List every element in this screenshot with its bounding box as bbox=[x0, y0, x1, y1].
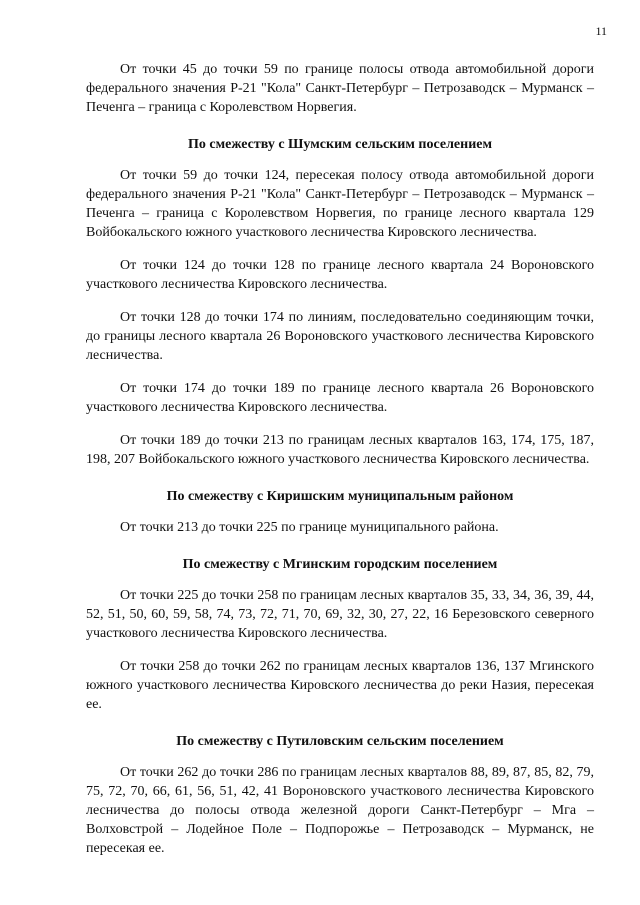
paragraph: От точки 262 до точки 286 по границам лесных кварталов 88, 89, 87, 85, 82, 79, 75, 72, 70, 66, 61, 56, 51, 42, 41 Вороновского участкового лесничества Кировского лесничества до полосы отвода железной дороги Санкт-Петербург – Мга – Волховстрой – Лодейное Поле – Подпорожье – Петрозаводск – Мурманск, не пересекая ее. bbox=[86, 765, 594, 856]
paragraph: От точки 59 до точки 124, пересекая полосу отвода автомобильной дороги федерального значения Р-21 "Кола" Санкт-Петербург – Петрозаводск – Мурманск – Печенга – граница с Королевством Норвегия, по границе лесного квартала 129 Войбокальского южного участкового лесничества Кировского лесничества. bbox=[86, 168, 594, 240]
section-heading: По смежеству с Мгинским городским поселением bbox=[182, 557, 498, 572]
paragraph: От точки 225 до точки 258 по границам лесных кварталов 35, 33, 34, 36, 39, 44, 52, 51, 50, 60, 59, 58, 74, 73, 72, 71, 70, 69, 32, 30, 27, 22, 16 Березовского северного участкового лесничества Кировского лесничества. bbox=[86, 588, 594, 641]
paragraph: От точки 189 до точки 213 по границам лесных кварталов 163, 174, 175, 187, 198, 207 Войбокальского южного участкового лесничества Кировского лесничества. bbox=[86, 433, 594, 467]
paragraph: От точки 128 до точки 174 по линиям, последовательно соединяющим точки, до границы лесного квартала 26 Вороновского участкового лесничества Кировского лесничества. bbox=[86, 310, 594, 363]
paragraph: От точки 174 до точки 189 по границе лесного квартала 26 Вороновского участкового лесничества Кировского лесничества. bbox=[86, 381, 594, 415]
paragraph: От точки 124 до точки 128 по границе лесного квартала 24 Вороновского участкового лесничества Кировского лесничества. bbox=[86, 258, 594, 292]
section-heading: По смежеству с Киришским муниципальным районом bbox=[166, 489, 514, 504]
paragraph: От точки 45 до точки 59 по границе полосы отвода автомобильной дороги федерального значения Р-21 "Кола" Санкт-Петербург – Петрозаводск – Мурманск – Печенга – граница с Королевством Норвегия. bbox=[86, 62, 594, 115]
document-body bbox=[86, 60, 594, 858]
section-heading: По смежеству с Шумским сельским поселением bbox=[187, 137, 493, 152]
page-number: 11 bbox=[595, 24, 607, 38]
paragraph: От точки 258 до точки 262 по границам лесных кварталов 136, 137 Мгинского южного участкового лесничества Кировского лесничества до реки Назия, пересекая ее. bbox=[86, 659, 594, 712]
section-heading: По смежеству с Путиловским сельским поселением bbox=[176, 734, 504, 749]
paragraph: От точки 213 до точки 225 по границе муниципального района. bbox=[120, 520, 499, 535]
